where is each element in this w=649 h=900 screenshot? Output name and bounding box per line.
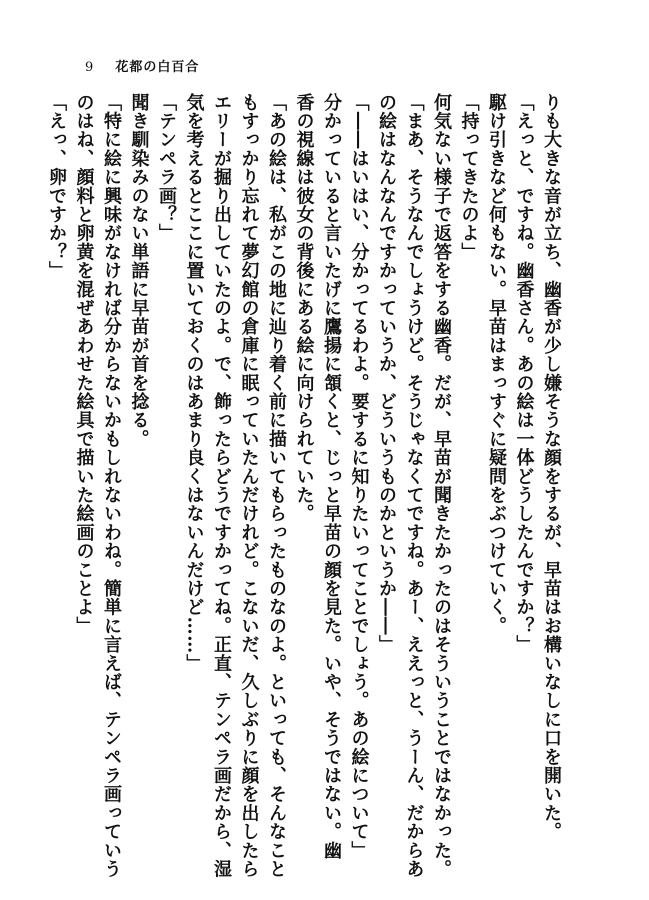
running-head: [85, 58, 199, 78]
text-line: 「えっと、ですね。幽香さん。あの絵は一体どうしたんですか？」: [513, 93, 535, 654]
text-line: エリーが掘り出していたのよ。で、飾ったらどうですかってね。正直、テンペラ画だから、湿: [211, 93, 232, 879]
vertical-text-body: [46, 93, 565, 879]
text-line: もすっかり忘れて夢幻館の倉庫に眠っていたんだけれど。こないだ、久しぶりに顔を出したら: [238, 93, 260, 879]
text-line: 「テンペラ画？」: [156, 93, 177, 243]
text-line: 「あの絵は、私がこの地に辿り着く前に描いてもらったものなのよ。といっても、そんなこと: [266, 93, 287, 879]
text-line: りも大きな音が立ち、幽香が少し嫌そうな顔をするが、早苗はお構いなしに口を開いた。: [541, 93, 562, 841]
text-line: 聞き馴染みのない単語に早苗が首を捻る。: [128, 93, 150, 449]
book-title: 花都の白百合: [115, 60, 200, 75]
text-line: 何気ない様子で返答をする幽香。だが、早苗が聞きたかったのはそういうことではなかった。: [431, 93, 452, 879]
text-line: の絵はなんなんですかっていうか、どういうものかというか――」: [376, 93, 397, 654]
text-line: 「特に絵に興味がなければ分からないかもしれないわね。簡単に言えば、テンペラ画っていう: [101, 93, 122, 879]
text-line: 「えっ、卵ですか？」: [46, 93, 67, 280]
text-line: 香の視線は彼女の背後にある絵に向けられていた。: [293, 93, 315, 524]
text-line: 分かっていると言いたげに鷹揚に頷くと、じっと早苗の顔を見た。いや、そうではない。幽: [321, 93, 342, 860]
page-number: 9: [85, 60, 94, 75]
text-line: 「持ってきたのよ」: [458, 93, 480, 262]
text-line: 「まあ、そうなんでしょうけど。そうじゃなくてですね。あー、ええっと、うーん、だからあ: [403, 93, 425, 879]
text-line: 「――はいはい、分かってるわよ。要するに知りたいってことでしょう。あの絵について」: [348, 93, 370, 860]
text-line: のはね、顔料と卵黄を混ぜあわせた絵具で描いた絵画のことよ」: [73, 93, 95, 636]
text-line: 気を考えるとここに置いておくのはあまり良くはないんだけど……」: [183, 93, 205, 673]
text-line: 駆け引きなど何もない。早苗はまっすぐに疑問をぶつけていく。: [486, 93, 507, 636]
